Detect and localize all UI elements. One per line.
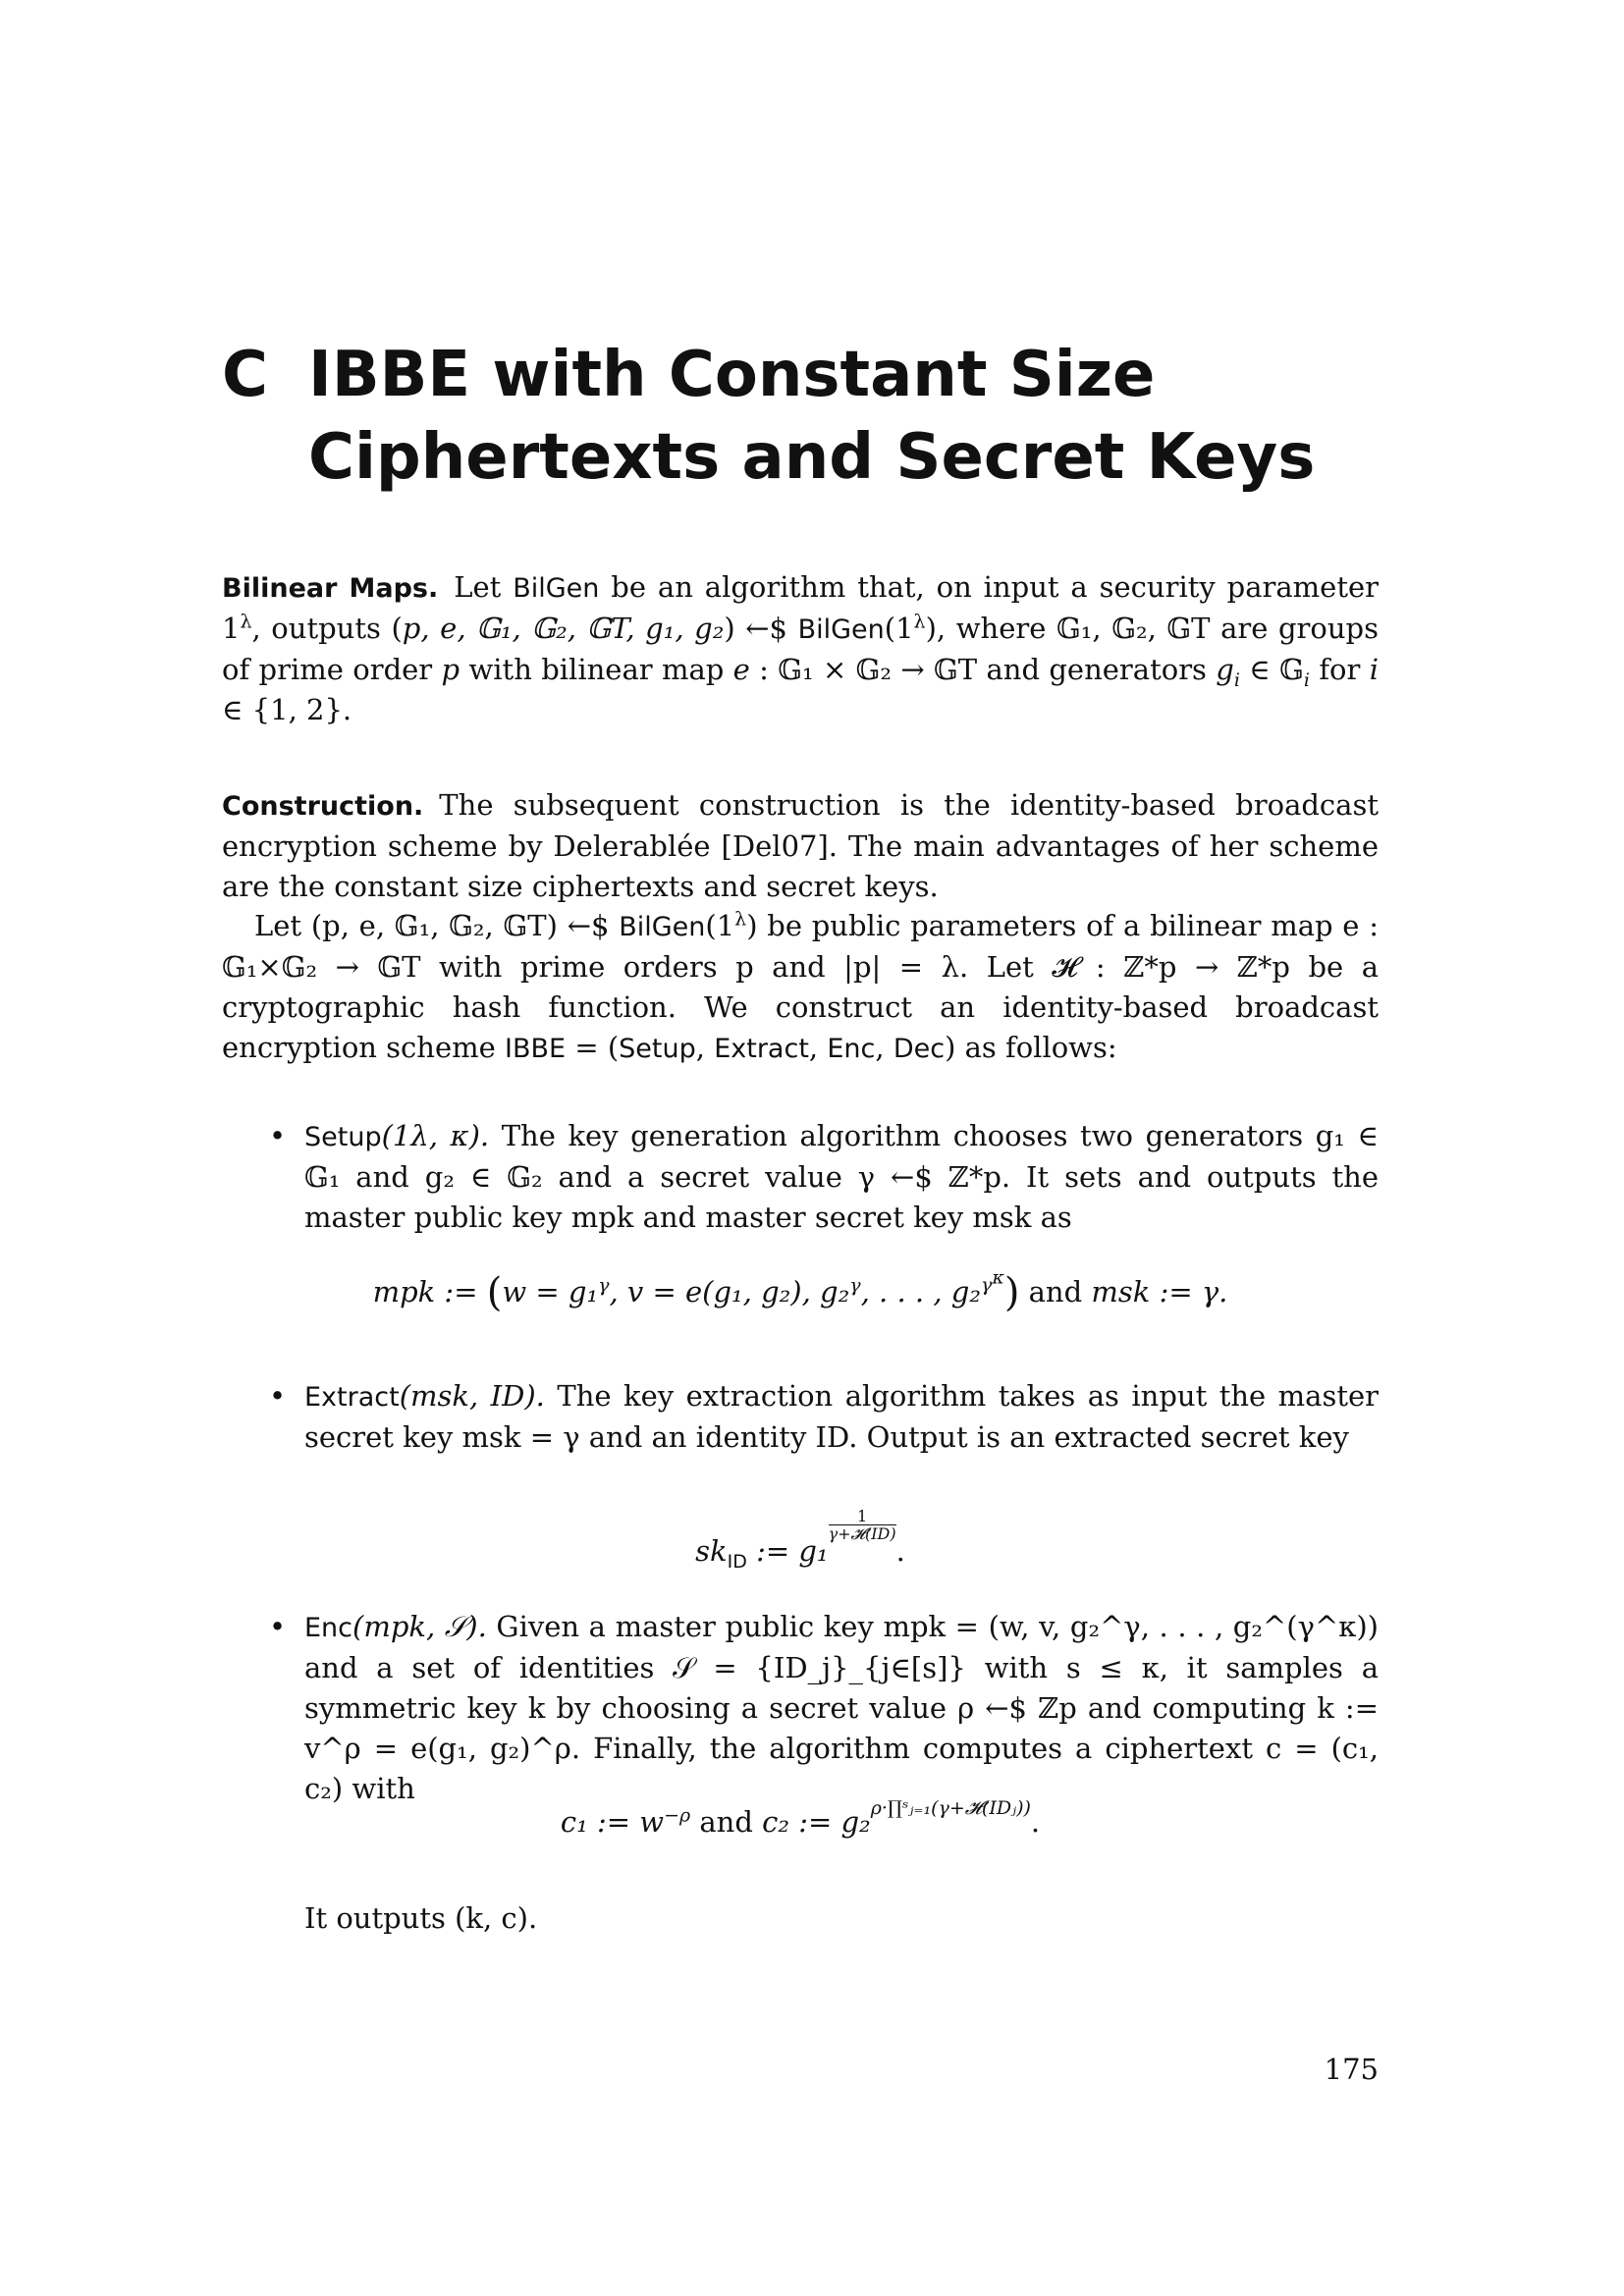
extract-name: Extract: [714, 1034, 809, 1064]
eq-msk: msk := γ.: [1091, 1275, 1228, 1308]
text: for: [1309, 653, 1370, 686]
extract-item-name: Extract: [304, 1382, 400, 1413]
text: ,: [695, 1031, 715, 1064]
enc-item-text: Given a master public key mpk = (w, v, g₂^γ, . . . , g₂^(γ^κ)) and a set of identities 𝒮 = {ID_j}_{j∈[s]} with s ≤ κ, it samples a symmetric key k by choosing a secret value ρ ←$ ℤp and computing k := v^ρ = e(g₁, g₂)^ρ. Finally, the algorithm computes a ciphertext c = (c₁, c₂) with: [304, 1610, 1379, 1805]
setup-item-text: The key generation algorithm chooses two generators g₁ ∈ 𝔾₁ and g₂ ∈ 𝔾₂ and a secret value γ ←$ ℤ*p. It sets and outputs the master public key mpk and master secret key msk as: [304, 1119, 1379, 1234]
tuple: p, e, 𝔾₁, 𝔾₂, 𝔾T, g₁, g₂: [402, 612, 725, 645]
eq-lhs: mpk :=: [372, 1275, 478, 1308]
sk-equation: [222, 1508, 1379, 1572]
bilgen-name: BilGen: [513, 573, 600, 604]
bilgen-name: BilGen: [619, 912, 706, 942]
text: ,: [875, 1031, 893, 1064]
text: ), where 𝔾₁, 𝔾₂, 𝔾T are groups of prime order: [222, 612, 1379, 686]
ciphertext-equation: [222, 1797, 1379, 1842]
chapter-title-line2: Ciphertexts and Secret Keys: [308, 421, 1316, 494]
eq-part: w = g₁: [502, 1275, 599, 1308]
eq-part: , v = e(g₁, g₂), g₂: [609, 1275, 850, 1308]
text: ) as follows:: [945, 1031, 1117, 1064]
setup-item-name: Setup: [304, 1122, 382, 1152]
text: The subsequent construction is the identity-based broadcast encryption scheme by Delerablée [Del07]. The main advantages of her scheme are the constant size ciphertexts and secret keys.: [222, 788, 1379, 903]
eq-part: ID: [727, 1550, 747, 1573]
enc-item: [269, 1607, 1379, 1809]
bilgen-name: BilGen: [797, 614, 885, 645]
text: Let (p, e, 𝔾₁, 𝔾₂, 𝔾T) ←$: [254, 909, 620, 942]
text: Let: [454, 570, 514, 604]
eq-part: .: [1030, 1805, 1041, 1839]
text: with bilinear map: [460, 653, 733, 686]
dec-name: Dec: [893, 1034, 946, 1064]
outputs-line: It outputs (k, c).: [304, 1901, 538, 1935]
bilinear-maps-heading: Bilinear Maps.: [222, 573, 439, 604]
text: : 𝔾₁ × 𝔾₂ → 𝔾T and generators: [749, 653, 1217, 686]
text: ,: [808, 1031, 828, 1064]
fraction-denominator: γ+𝓗(ID): [828, 1524, 896, 1543]
setup-name: Setup: [619, 1034, 696, 1064]
chapter-title-line1: IBBE with Constant Size: [308, 339, 1156, 411]
text: , outputs (: [251, 612, 403, 645]
eq-part: .: [895, 1534, 905, 1568]
setup-item-args: (1λ, κ).: [381, 1119, 490, 1152]
enc-name: Enc: [827, 1034, 876, 1064]
enc-item-args: (mpk, 𝒮).: [352, 1610, 487, 1643]
text: ) be public parameters of a bilinear map e : 𝔾₁×𝔾₂ → 𝔾T with prime orders p and |p| = λ. Let 𝓗 : ℤ*p → ℤ*p be a cryptographic hash function. We construct an identity-based broadcast encryption scheme: [222, 909, 1379, 1064]
eq-part: ρ·∏ˢⱼ₌₁(γ+𝓗(IDⱼ)): [870, 1797, 1031, 1819]
eq-and: and: [1019, 1275, 1092, 1308]
text: ∈ {1, 2}.: [222, 693, 352, 726]
chapter-letter: C: [222, 339, 268, 411]
text: be an algorithm that, on input a security parameter 1: [222, 570, 1380, 645]
extract-item: [269, 1376, 1380, 1458]
fraction-numerator: 1: [829, 1508, 896, 1525]
page-number: 175: [1324, 2053, 1379, 2086]
eq-part: sk: [695, 1534, 728, 1568]
extract-item-text: The key extraction algorithm takes as input the master secret key msk = γ and an identity ID. Output is an extracted secret key: [304, 1379, 1380, 1454]
exponent-fraction: [829, 1508, 896, 1542]
text: ) ←$: [724, 612, 798, 645]
text: ∈ 𝔾: [1239, 653, 1304, 686]
eq-part: , . . . , g₂: [860, 1275, 981, 1308]
extract-item-args: (msk, ID).: [399, 1379, 545, 1413]
bullet-icon: •: [269, 1119, 287, 1152]
eq-part: c₁ := w: [560, 1805, 665, 1839]
construction-paragraph: [222, 785, 1379, 907]
enc-item-name: Enc: [304, 1613, 353, 1643]
construction-heading: Construction.: [222, 791, 424, 822]
text: (1: [705, 909, 735, 942]
ibbe-name: IBBE: [505, 1034, 567, 1064]
text: = (: [566, 1031, 620, 1064]
eq-and: and: [690, 1805, 763, 1839]
eq-part: c₂ := g₂: [762, 1805, 871, 1839]
setup-item: [269, 1116, 1379, 1238]
bullet-icon: •: [269, 1379, 287, 1413]
eq-part: := g₁: [746, 1534, 829, 1568]
bullet-icon: •: [269, 1610, 287, 1643]
bilinear-maps-paragraph: Bilinear Maps. Let BilGen be an algorithm that, on input a security parameter $1^\lambda$, outputs (p, e, 𝔾₁, 𝔾₂, 𝔾T, g₁, g₂) ←$ $BilGen(1^\lambda)$, where 𝔾₁, 𝔾₂, 𝔾T are groups of prime order p with bilinear map e : 𝔾₁ × 𝔾₂ → 𝔾T and generators $g_i$ ∈ 𝔾$_i$ for i ∈ {1, 2}.: [222, 570, 1380, 726]
eq-part: −ρ: [664, 1804, 691, 1827]
text: (1: [884, 612, 914, 645]
construction-paragraph-2: Let (p, e, 𝔾₁, 𝔾₂, 𝔾T) ←$ $BilGen(1^\lambda)$ be public parameters of a bilinear map e : 𝔾₁×𝔾₂ → 𝔾T with prime orders p and |p| = λ. Let 𝓗 : ℤ*p → ℤ*p be a cryptographic hash function. We construct an identity-based broadcast encryption scheme IBBE = (Setup, Extract, Enc, Dec) as follows:: [222, 908, 1379, 1064]
mpk-equation: mpk := (w = g₁$^\gamma$, v = e(g₁, g₂), g₂$^\gamma$, . . . , g₂$^{\gamma^\kappa}$) and msk := γ.: [372, 1267, 1228, 1315]
